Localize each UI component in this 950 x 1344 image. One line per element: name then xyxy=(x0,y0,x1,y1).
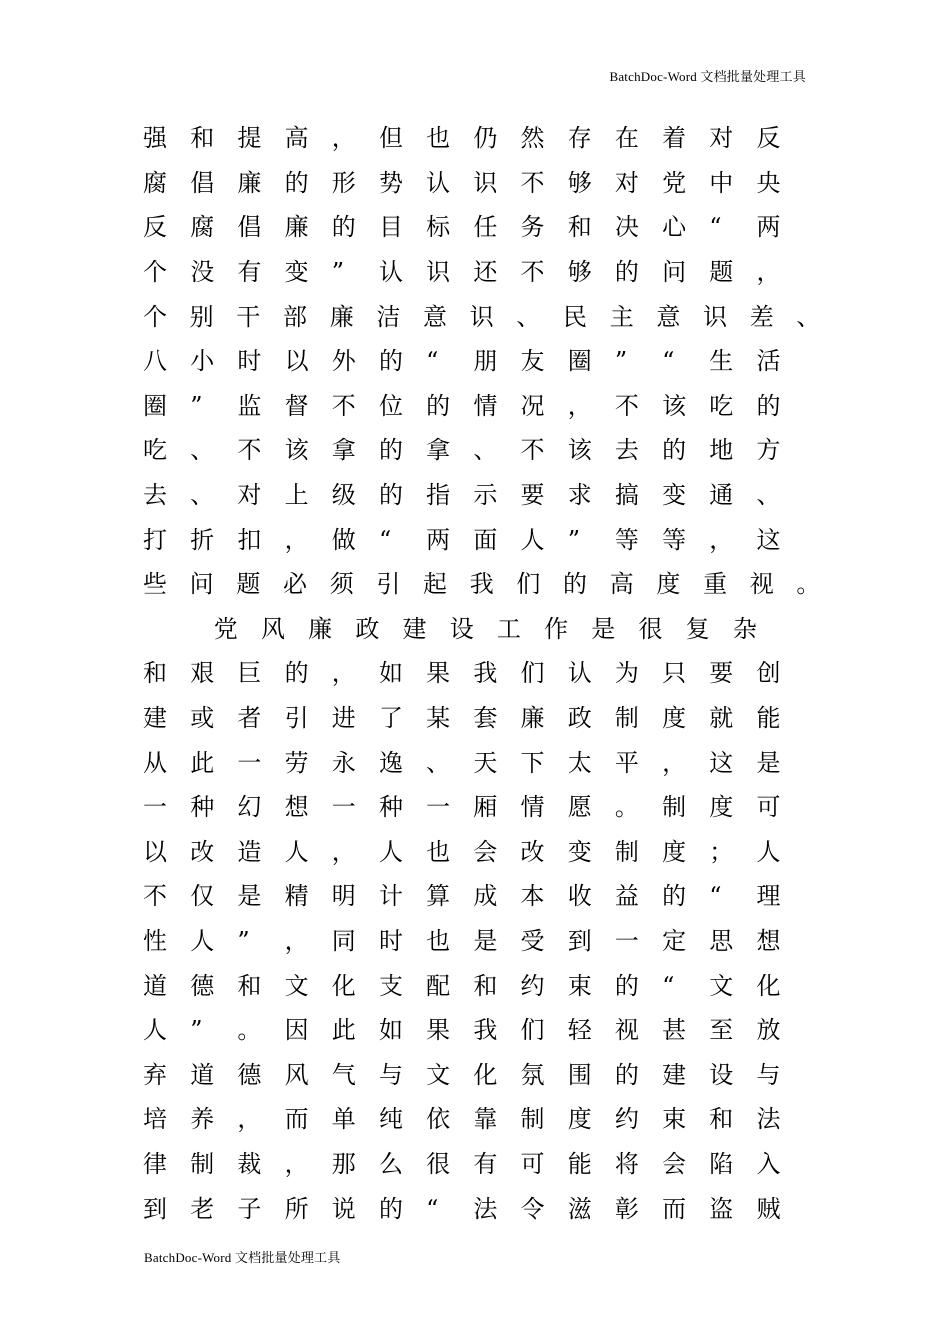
text-line: 道 德 和 文 化 支 配 和 约 束 的 “ 文 化 xyxy=(143,971,781,1000)
text-line: 一 种 幻 想 一 种 一 厢 情 愿 。 制 度 可 xyxy=(143,793,781,822)
text-line: 和 艰 巨 的 ， 如 果 我 们 认 为 只 要 创 xyxy=(143,659,781,688)
text-line: 八 小 时 以 外 的 “ 朋 友 圈 ” “ 生 活 xyxy=(143,347,781,376)
page-header: BatchDoc-Word 文档批量处理工具 xyxy=(609,69,806,84)
text-line: 律 制 裁 ， 那 么 很 有 可 能 将 会 陷 入 xyxy=(143,1149,781,1178)
text-line: 些 问 题 必 须 引 起 我 们 的 高 度 重 视 。 xyxy=(143,570,821,599)
text-line: 打 折 扣 ， 做 “ 两 面 人 ” 等 等 ， 这 xyxy=(143,525,781,554)
text-line: 强 和 提 高 ， 但 也 仍 然 存 在 着 对 反 xyxy=(143,124,781,153)
text-line: 去 、 对 上 级 的 指 示 要 求 搞 变 通 、 xyxy=(143,481,781,510)
document-body xyxy=(143,116,843,1231)
text-line: 腐 倡 廉 的 形 势 认 识 不 够 对 党 中 央 xyxy=(143,168,781,197)
text-line: 圈 ” 监 督 不 位 的 情 况 ， 不 该 吃 的 xyxy=(143,391,781,420)
text-line: 到 老 子 所 说 的 “ 法 令 滋 彰 而 盗 贼 xyxy=(143,1194,781,1223)
text-line: 从 此 一 劳 永 逸 、 天 下 太 平 ， 这 是 xyxy=(143,748,781,777)
text-line: 不 仅 是 精 明 计 算 成 本 收 益 的 “ 理 xyxy=(143,882,781,911)
text-line: 党 风 廉 政 建 设 工 作 是 很 复 杂 xyxy=(213,614,757,643)
text-line: 人 ” 。 因 此 如 果 我 们 轻 视 甚 至 放 xyxy=(143,1016,781,1045)
text-line: 培 养 ， 而 单 纯 依 靠 制 度 约 束 和 法 xyxy=(143,1105,781,1134)
text-line: 个 别 干 部 廉 洁 意 识 、 民 主 意 识 差 、 xyxy=(143,302,821,331)
page-footer: BatchDoc-Word 文档批量处理工具 xyxy=(144,1250,341,1265)
text-line: 弃 道 德 风 气 与 文 化 氛 围 的 建 设 与 xyxy=(143,1060,781,1089)
text-line: 反 腐 倡 廉 的 目 标 任 务 和 决 心 “ 两 xyxy=(143,213,781,242)
text-line: 建 或 者 引 进 了 某 套 廉 政 制 度 就 能 xyxy=(143,704,781,733)
text-line: 个 没 有 变 ” 认 识 还 不 够 的 问 题 ， xyxy=(143,258,781,287)
text-line: 以 改 造 人 ， 人 也 会 改 变 制 度 ； 人 xyxy=(143,837,781,866)
text-line: 性 人 ” ， 同 时 也 是 受 到 一 定 思 想 xyxy=(143,926,781,955)
text-line: 吃 、 不 该 拿 的 拿 、 不 该 去 的 地 方 xyxy=(143,436,781,465)
